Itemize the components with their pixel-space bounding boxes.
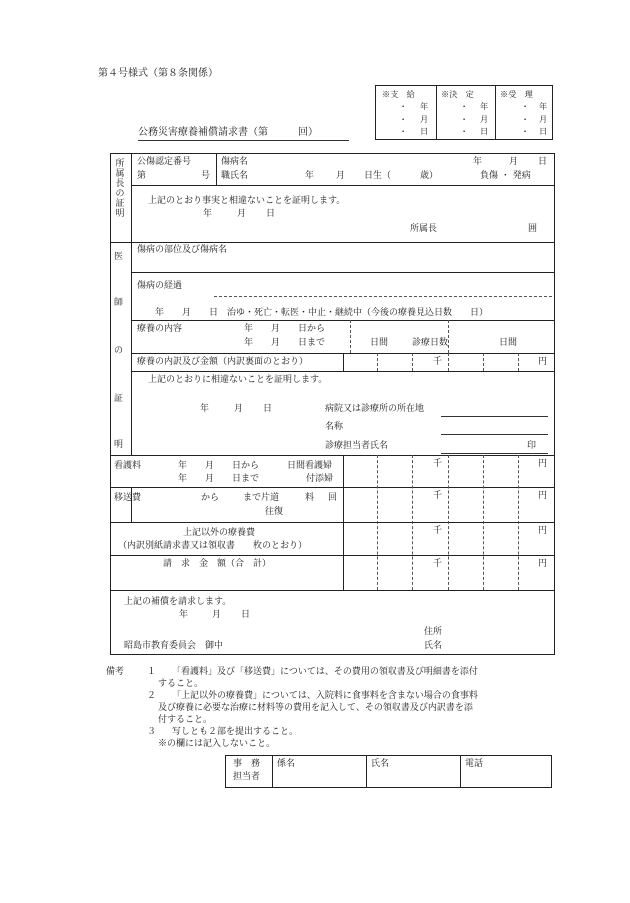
status-pay-dot3: ・ xyxy=(399,126,408,136)
status-receive-dot3: ・ xyxy=(521,126,530,136)
doctor-name-label: 診療担当者氏名 xyxy=(325,441,389,451)
addressee: 昭島市教育委員会 御中 xyxy=(124,641,224,651)
status-receive-year: 年 xyxy=(539,101,548,111)
hospital-name-label: 名称 xyxy=(325,422,344,432)
occurrence-day: 日 xyxy=(538,157,548,167)
status-receive-dot2: ・ xyxy=(521,114,530,124)
request-statement: 上記の補償を請求します。 xyxy=(124,597,232,607)
status-pay-year: 年 xyxy=(420,101,429,111)
occurrence-month: 月 xyxy=(509,157,519,167)
breakdown-label: 療養の内訳及び金額（内訳裏面のとおり） xyxy=(137,357,309,367)
request-date-day: 日 xyxy=(241,610,251,620)
nursing-label: 看護料 xyxy=(114,461,142,471)
doctor-side-label-4: 証 xyxy=(114,394,124,404)
asterisk-note: ※の欄には記入しないこと。 xyxy=(158,739,276,749)
doctor-side-label-1: 医 xyxy=(114,252,124,262)
doctor-date-month: 月 xyxy=(234,404,244,414)
progress-label: 傷病の経過 xyxy=(137,281,183,291)
doctor-date-day: 日 xyxy=(263,404,273,414)
request-date-year: 年 xyxy=(179,610,189,620)
affiliation-side-label: 所属長の証明 xyxy=(115,159,125,219)
nursing-attendant: 付添婦 xyxy=(306,474,334,484)
treatment-days: 日間 xyxy=(370,338,389,348)
note-2-line-1: 「上記以外の療養費」については、入院料に食事料を含まない場合の食事料 xyxy=(172,691,478,701)
status-decide-label: ※決 定 xyxy=(441,89,474,99)
transport-thousand: 千 xyxy=(433,491,443,501)
occurrence-year: 年 xyxy=(473,157,483,167)
request-name-label: 氏名 xyxy=(424,641,443,651)
office-staff-label-2: 担当者 xyxy=(233,772,261,782)
birth-month: 月 xyxy=(336,171,346,181)
breakdown-yen: 円 xyxy=(538,357,548,367)
status-receive-day: 日 xyxy=(539,126,548,136)
status-pay-dot2: ・ xyxy=(399,114,408,124)
staff-name-label: 職氏名 xyxy=(221,171,249,181)
transport-yen: 円 xyxy=(538,491,548,501)
office-section-label: 係名 xyxy=(277,759,296,769)
nursing-from: 年 月 日から xyxy=(178,461,260,471)
birth-day: 日生（ xyxy=(364,171,392,181)
transport-from: から xyxy=(201,493,220,503)
office-name-label: 氏名 xyxy=(371,759,390,769)
birth-year: 年 xyxy=(305,171,315,181)
clinic-days-unit: 日間 xyxy=(499,338,518,348)
cert-go: 号 xyxy=(201,171,211,181)
status-pay-dot: ・ xyxy=(399,101,408,111)
status-pay-label: ※支 給 xyxy=(382,89,415,99)
affiliation-date-day: 日 xyxy=(266,209,276,219)
other-line-2: （内訳別紙請求書又は領収書 枚のとおり） xyxy=(118,541,308,551)
note-1-line-1: 「看護料」及び「移送費」については、その費用の領収書及び明細書を添付 xyxy=(172,667,478,677)
affiliation-date-month: 月 xyxy=(237,209,247,219)
request-date-month: 月 xyxy=(212,610,222,620)
transport-label: 移送費 xyxy=(114,493,142,503)
transport-times: 回 xyxy=(328,493,338,503)
nursing-yen: 円 xyxy=(538,459,548,469)
cert-number-label: 公傷認定番号 xyxy=(137,157,192,167)
status-receive-month: 月 xyxy=(539,114,548,124)
other-line-1: 上記以外の療養費 xyxy=(183,528,256,538)
total-label: 請 求 金 額（合 計） xyxy=(163,559,272,569)
transport-round: 往復 xyxy=(265,507,284,517)
note-3-line-1: 写しとも２部を提出すること。 xyxy=(172,727,299,737)
status-decide-dot: ・ xyxy=(460,101,469,111)
nursing-thousand: 千 xyxy=(433,459,443,469)
note-2-line-3: 付すること。 xyxy=(158,715,213,725)
treatment-to: 年 月 日まで xyxy=(244,338,326,348)
status-pay-month: 月 xyxy=(420,114,429,124)
transport-fee: 料 xyxy=(305,493,315,503)
other-thousand: 千 xyxy=(433,526,443,536)
head-label: 所属長 xyxy=(410,224,438,234)
total-yen: 円 xyxy=(538,559,548,569)
clinic-days-label: 診療日数 xyxy=(412,338,449,348)
nursing-days-nurse: 日間看護婦 xyxy=(287,461,333,471)
doctor-seal: 印 xyxy=(527,441,537,451)
other-yen: 円 xyxy=(538,526,548,536)
affiliation-statement: 上記のとおり事実と相違ないことを証明します。 xyxy=(148,196,346,206)
transport-to: まで片道 xyxy=(243,493,280,503)
treatment-from: 年 月 日から xyxy=(244,324,326,334)
injury-type: 負傷 ・ 発病 xyxy=(480,171,531,181)
status-decide-dot3: ・ xyxy=(460,126,469,136)
note-1-number: １ xyxy=(147,667,157,677)
breakdown-thousand: 千 xyxy=(433,357,443,367)
note-3-number: ３ xyxy=(147,727,157,737)
injury-site-label: 傷病の部位及び傷病名 xyxy=(137,245,228,255)
status-decide-month: 月 xyxy=(480,114,489,124)
doctor-side-label-5: 明 xyxy=(114,440,124,450)
nursing-to: 年 月 日まで xyxy=(178,474,260,484)
form-number: 第４号様式（第８条関係） xyxy=(98,68,218,79)
notes-label: 備考 xyxy=(106,667,125,677)
status-receive-label: ※受 理 xyxy=(500,89,533,99)
affiliation-date-year: 年 xyxy=(203,209,213,219)
form-title: 公務災害療養補償請求書（第 回） xyxy=(138,127,318,138)
note-2-line-2: 及び療養に必要な治療に材料等の費用を記入して、その領収書及び内訳書を添 xyxy=(158,703,473,713)
note-2-number: ２ xyxy=(147,691,157,701)
progress-line: 年 月 日 治ゆ・死亡・転医・中止・継続中（今後の療養見込日数 日） xyxy=(155,308,489,318)
doctor-side-label-3: の xyxy=(114,346,124,356)
status-decide-year: 年 xyxy=(480,101,489,111)
office-phone-label: 電話 xyxy=(465,759,484,769)
cert-dai: 第 xyxy=(137,171,147,181)
hospital-address-label: 病院又は診療所の所在地 xyxy=(325,404,425,414)
treatment-label: 療養の内容 xyxy=(137,324,183,334)
injury-name-label: 傷病名 xyxy=(221,157,249,167)
office-staff-label-1: 事 務 xyxy=(233,759,261,769)
status-pay-day: 日 xyxy=(420,126,429,136)
note-1-line-2: すること。 xyxy=(158,679,204,689)
status-decide-dot2: ・ xyxy=(460,114,469,124)
status-receive-dot: ・ xyxy=(521,101,530,111)
request-address-label: 住所 xyxy=(424,627,443,637)
doctor-side-label-2: 師 xyxy=(114,298,124,308)
total-thousand: 千 xyxy=(433,559,443,569)
age: 歳） xyxy=(420,171,439,181)
status-decide-day: 日 xyxy=(480,126,489,136)
doctor-statement: 上記のとおりに相違ないことを証明します。 xyxy=(148,375,328,385)
head-seal: 囲 xyxy=(528,224,538,234)
doctor-date-year: 年 xyxy=(200,404,210,414)
